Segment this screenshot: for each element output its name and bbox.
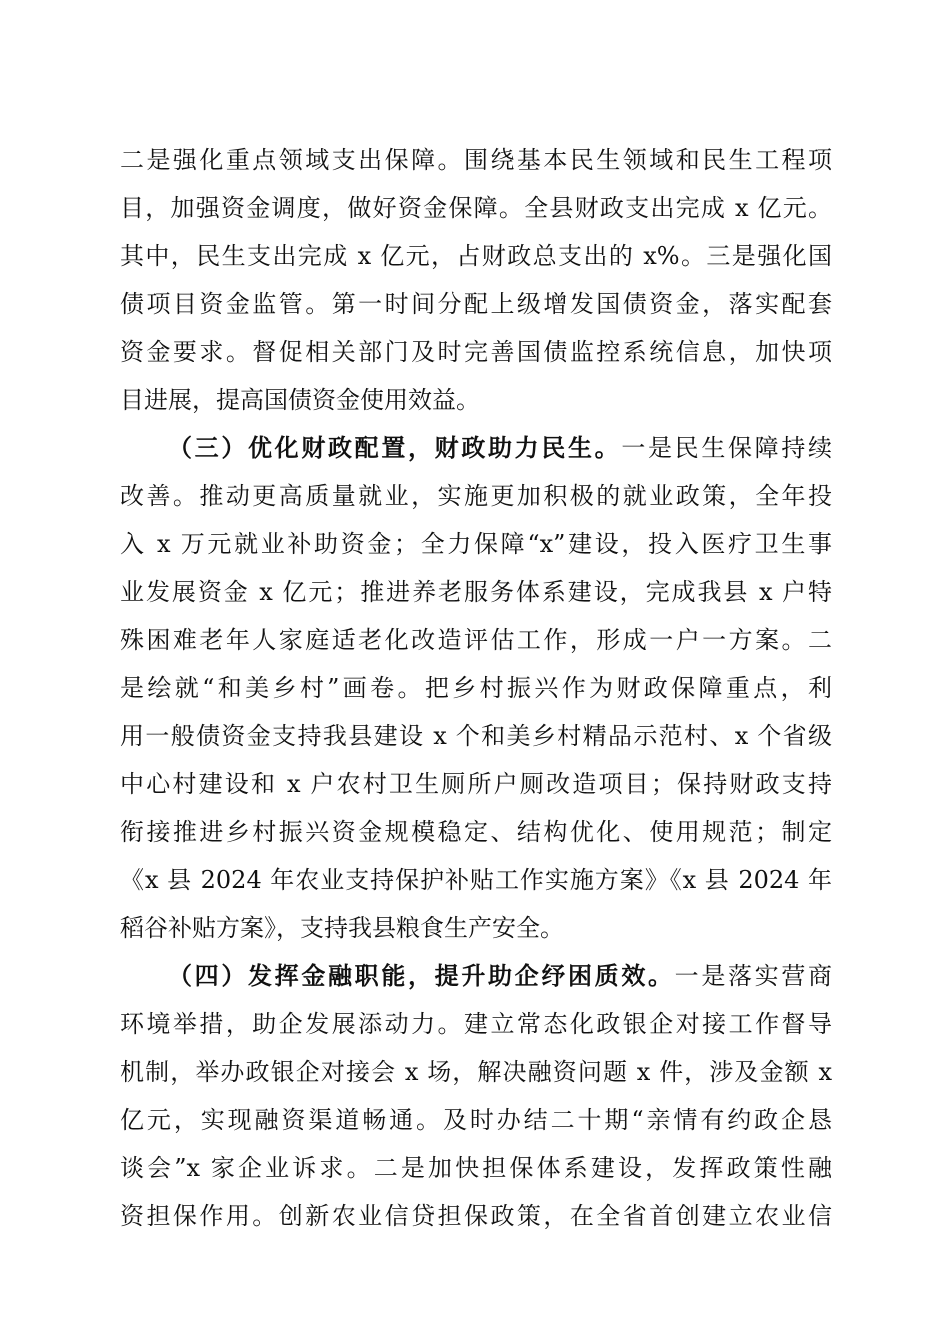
section-heading: （四）发挥金融职能，提升助企纾困质效。 (168, 961, 675, 990)
text-line: 债项目资金监管。第一时间分配上级增发国债资金，落实配套 (120, 290, 832, 318)
text-line: 资担保作用。创新农业信贷担保政策，在全省首创建立农业信 (120, 1202, 832, 1230)
text-span: 一是落实营商 (674, 962, 833, 990)
text-line: 其中，民生支出完成 x 亿元，占财政总支出的 x%。三是强化国 (120, 242, 832, 270)
text-line: 用一般债资金支持我县建设 x 个和美乡村精品示范村、x 个省级 (120, 722, 832, 750)
text-line: 目，加强资金调度，做好资金保障。全县财政支出完成 x 亿元。 (120, 194, 832, 222)
text-line: 目进展，提高国债资金使用效益。 (120, 386, 480, 414)
text-line: 改善。推动更高质量就业，实施更加积极的就业政策，全年投 (120, 482, 832, 510)
text-line: 中心村建设和 x 户农村卫生厕所户厕改造项目；保持财政支持 (120, 770, 832, 798)
text-line: 衔接推进乡村振兴资金规模稳定、结构优化、使用规范；制定 (120, 818, 832, 846)
text-line: 环境举措，助企发展添动力。建立常态化政银企对接工作督导 (120, 1010, 832, 1038)
text-line: 《x 县 2024 年农业支持保护补贴工作实施方案》《x 县 2024 年 (120, 866, 832, 894)
text-line: 资金要求。督促相关部门及时完善国债监控系统信息，加快项 (120, 338, 832, 366)
text-line: 机制，举办政银企对接会 x 场，解决融资问题 x 件，涉及金额 x (120, 1058, 832, 1086)
text-line: 殊困难老年人家庭适老化改造评估工作，形成一户一方案。二 (120, 626, 832, 654)
paragraph-first-line (168, 956, 832, 996)
text-line: 是绘就“和美乡村”画卷。把乡村振兴作为财政保障重点，利 (120, 674, 832, 702)
text-line: 谈会”x 家企业诉求。二是加快担保体系建设，发挥政策性融 (120, 1154, 832, 1182)
section-heading: （三）优化财政配置，财政助力民生。 (168, 433, 622, 462)
text-line: 二是强化重点领域支出保障。围绕基本民生领域和民生工程项 (120, 146, 832, 174)
text-line: 稻谷补贴方案》，支持我县粮食生产安全。 (120, 914, 564, 942)
text-span: 一是民生保障持续 (621, 434, 833, 462)
text-line: 业发展资金 x 亿元；推进养老服务体系建设，完成我县 x 户特 (120, 578, 832, 606)
text-line: 亿元，实现融资渠道畅通。及时办结二十期“亲情有约政企恳 (120, 1106, 832, 1134)
text-line: 入 x 万元就业补助资金；全力保障“x”建设，投入医疗卫生事 (120, 530, 832, 558)
paragraph-first-line (168, 428, 832, 468)
